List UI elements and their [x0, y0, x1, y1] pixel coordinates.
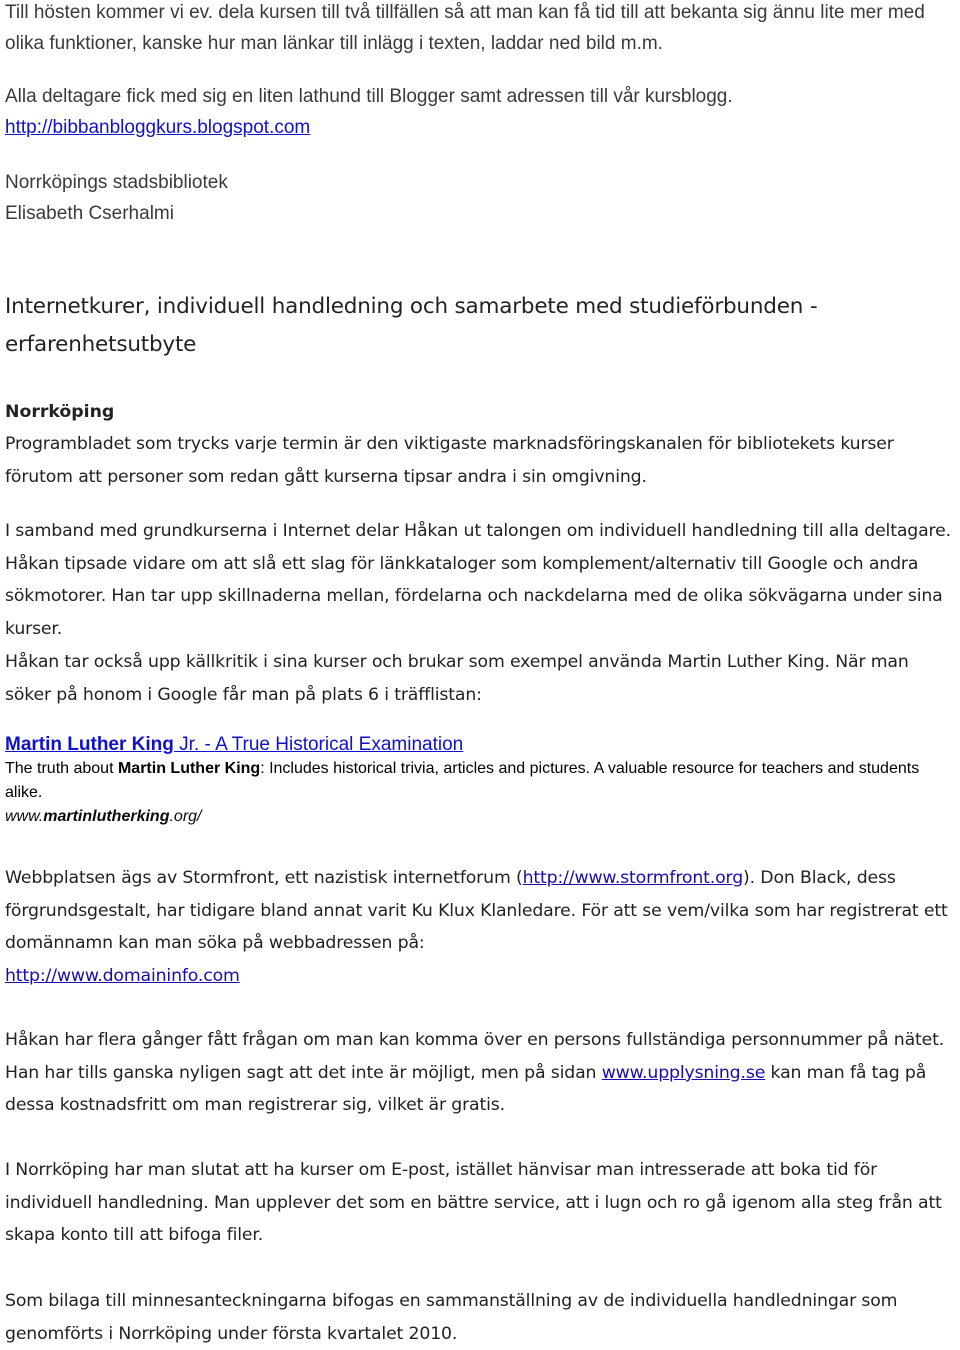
section-subheading: Norrköping — [5, 402, 115, 422]
stormfront-link[interactable]: http://www.stormfront.org — [522, 868, 744, 888]
paragraph-kallkritik: Håkan tar också upp källkritik i sina kurser och brukar som exempel använda Martin Luther King. När man söker på honom i Google får man på plats 6 i träfflistan: — [5, 652, 909, 705]
search-result-title-link[interactable]: Martin Luther King Jr. - A True Historical Examination — [5, 734, 464, 755]
author-name: Elisabeth Cserhalmi — [5, 203, 174, 224]
search-result-snippet: The truth about Martin Luther King: Includes historical trivia, articles and pictures. A valuable resource for teachers and students alike. — [5, 760, 920, 801]
upplysning-link[interactable]: www.upplysning.se — [601, 1062, 766, 1083]
search-result-url: www.martinlutherking.org/ — [5, 808, 202, 825]
paragraph-programblad: Programbladet som trycks varje termin är den viktigaste marknadsföringskanalen för bibliotekets kurser förutom att personer som redan gått kurserna tipsar andra i sin omgivning. — [5, 434, 894, 487]
paragraph-stormfront: Webbplatsen ägs av Stormfront, ett nazistisk internetforum (http://www.stormfront.org). Don Black, dess förgrundsgestalt, har tidigare bland annat varit Ku Klux Klanledare. För att se vem/vilka som har registrerat ett domännamn kan man söka på webbadressen på: http://www.domaininfo.com — [5, 868, 948, 986]
paragraph-epost: I Norrköping har man slutat att ha kurser om E-post, istället hänvisar man intresserade att boka tid för individuell handledning. Man upplever det som en bättre service, att i lugn och ro gå igenom alla steg från att skapa konto till att bifoga filer. — [5, 1160, 942, 1246]
intro-paragraph-2: Alla deltagare fick med sig en liten lathund till Blogger samt adressen till vår kursblogg. http://bibbanbloggkurs.blogspot.com — [5, 86, 733, 138]
paragraph-grundkurser: I samband med grundkurserna i Internet delar Håkan ut talongen om individuell handledning till alla deltagare. Håkan tipsade vidare om att slå ett slag för länkkataloger som komplement/alternativ till Google och andra sökmotorer. Han tar upp skillnaderna mellan, fördelarna och nackdelarna med de olika sökvägarna under sina kurser. — [5, 521, 951, 639]
section-heading: Internetkurer, individuell handledning och samarbete med studieförbunden - erfarenhetsutbyte — [5, 294, 818, 357]
signature-block — [5, 167, 955, 229]
kursblogg-link[interactable]: http://bibbanbloggkurs.blogspot.com — [5, 117, 311, 138]
organization-name: Norrköpings stadsbibliotek — [5, 172, 228, 193]
search-result — [5, 733, 955, 829]
intro-paragraph-1: Till hösten kommer vi ev. dela kursen till två tillfällen så att man kan få tid till att bekanta sig ännu lite mer med olika funktioner, kanske hur man länkar till inlägg i texten, laddar ned bild m.m. — [5, 2, 925, 54]
paragraph-bilaga: Som bilaga till minnesanteckningarna bifogas en sammanställning av de individuella handledningar som genomförts i Norrköping under första kvartalet 2010. — [5, 1291, 898, 1344]
domaininfo-link[interactable]: http://www.domaininfo.com — [5, 965, 240, 986]
paragraph-personnummer: Håkan har flera gånger fått frågan om man kan komma över en persons fullständiga personnummer på nätet. Han har tills ganska nyligen sagt att det inte är möjligt, men på sidan www.upplysning.se kan man få tag på dessa kostnadsfritt om man registrerar sig, vilket är gratis. — [5, 1030, 945, 1116]
